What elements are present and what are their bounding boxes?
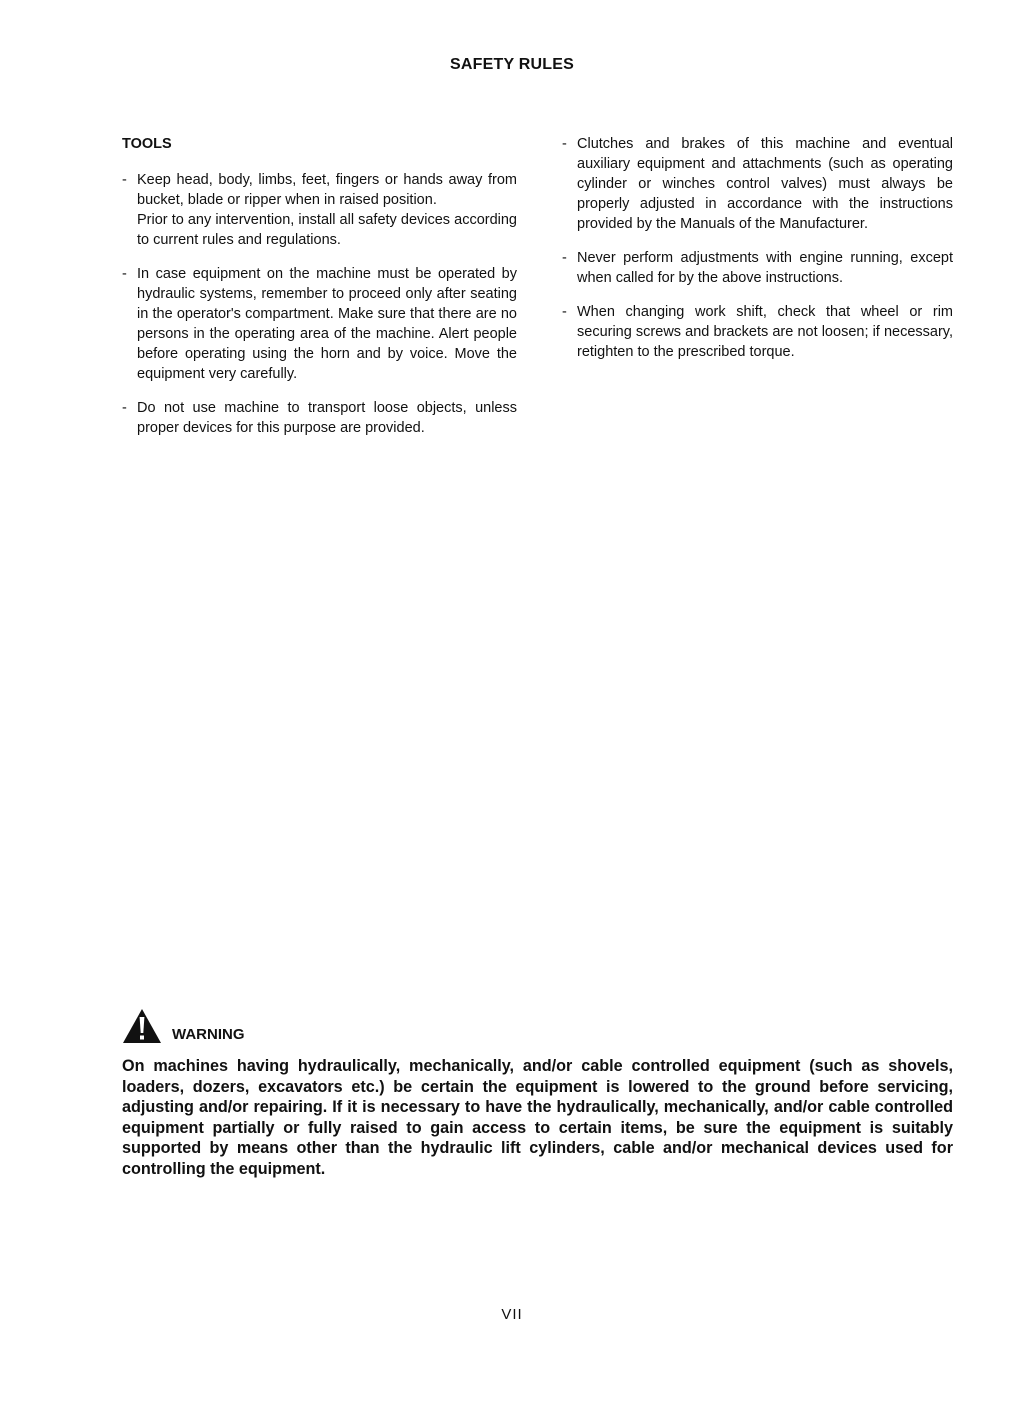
list-item [562, 134, 953, 234]
list-item [122, 398, 517, 438]
bullet-dash: - [122, 400, 127, 416]
list-item-text: Never perform adjustments with engine running, except when called for by the above instructions. [577, 250, 953, 286]
list-item-text: Do not use machine to transport loose objects, unless proper devices for this purpose are provided. [137, 400, 517, 436]
warning-text: On machines having hydraulically, mechanically, and/or cable controlled equipment (such as shovels, loaders, dozers, excavators etc.) be certain the equipment is lowered to the ground before servicing, adjusting and/or repairing. If it is necessary to have the hydraulically, mechanically, and/or cable controlled equipment partially or fully raised to gain access to certain items, be sure the equipment is suitably supported by means other than the hydraulic lift cylinders, cable and/or mechanical devices used for controlling the equipment. [122, 1057, 953, 1178]
list-item [122, 264, 517, 384]
bullet-dash: - [122, 172, 127, 188]
left-column [122, 134, 517, 452]
bullet-dash: - [562, 136, 567, 152]
bullet-dash: - [562, 250, 567, 266]
list-item-text: In case equipment on the machine must be operated by hydraulic systems, remember to proceed only after seating in the operator's compartment. Make sure that there are no persons in the operating area of the machine. Alert people before operating using the horn and by voice. Move the equipment very carefully. [137, 266, 517, 382]
bullet-dash: - [562, 304, 567, 320]
list-item-text: Clutches and brakes of this machine and eventual auxiliary equipment and attachments (such as operating cylinder or winches control valves) must always be properly adjusted in accordance with the instructions provided by the Manuals of the Manufacturer. [577, 136, 953, 232]
warning-title: WARNING [172, 1026, 245, 1043]
bullet-dash: - [122, 266, 127, 282]
section-heading-tools: TOOLS [122, 136, 172, 152]
list-item-text: Keep head, body, limbs, feet, fingers or hands away from bucket, blade or ripper when in raised position. Prior to any intervention, install all safety devices according to current rules and regulations. [137, 172, 517, 248]
warning-header [122, 1006, 953, 1044]
page-number: VII [501, 1306, 523, 1323]
warning-box [122, 1006, 953, 1180]
list-item [562, 248, 953, 288]
list-item-text: When changing work shift, check that wheel or rim securing screws and brackets are not loosen; if necessary, retighten to the prescribed torque. [577, 304, 953, 360]
right-column [562, 134, 953, 376]
warning-triangle-icon [122, 1008, 162, 1044]
list-item [122, 170, 517, 250]
page-title: SAFETY RULES [450, 56, 574, 73]
list-item [562, 302, 953, 362]
